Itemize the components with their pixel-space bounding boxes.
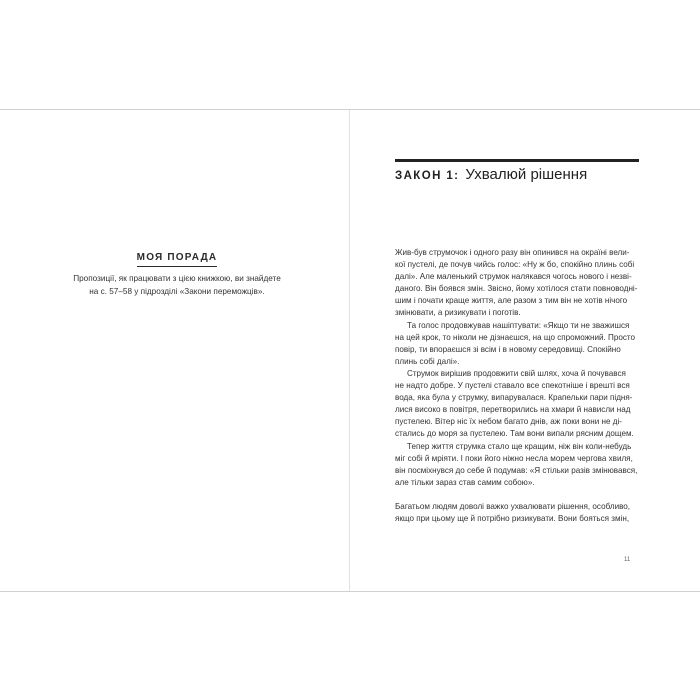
paragraph-gap [395,489,643,501]
text-line: шим і почати краще життя, але разом з тим він не хотів нічого [395,296,628,306]
text-line: стались до моря за пустелею. Там вони випали рясним дощем. [395,429,634,439]
heading-rule [395,159,639,162]
text-line: плинь собі далі». [395,356,460,366]
text-line: Та голос продовжував нашіптувати: «Якщо ти не зважишся [407,320,630,330]
text-line: Жив-був струмочок і одного разу він опинився на окраїні вели- [395,248,630,257]
text-line: кої пустелі, де почув чийсь голос: «Ну ж бо, спокійно плинь собі [395,260,635,270]
book-spread [0,109,700,592]
chapter-heading [395,166,587,183]
tip-box [66,247,288,298]
tip-line: Пропозиції, як працювати з цією книжкою, ви знайдете [73,274,281,283]
text-line: не надто добре. У пустелі ставало все спекотніше і врешті вся [395,381,630,391]
text-line: пустелею. Вітер ніс їх небом багато днів, аж поки вони не ді- [395,417,622,427]
page-number: 11 [624,557,631,563]
text-line: повір, ти впораєшся зі всім і в новому середовищі. Спокійно [395,344,621,354]
tip-title: МОЯ ПОРАДА [137,252,218,267]
text-line: міг собі й мріяти. І поки його ніжно несла морем чергова хвиля, [395,453,633,463]
text-line: Тепер життя струмка стало ще кращим, ніж він коли-небудь [407,441,632,451]
law-number: ЗАКОН 1: [395,170,460,182]
body-text [395,247,643,525]
text-line: але тільки зараз став самим собою». [395,477,535,487]
text-line: змінювати, а ризикувати і поготів. [395,308,521,318]
text-line: якщо при цьому ще й потрібно ризикувати. Вони бояться змін, [395,513,630,523]
text-line: Струмок вирішив продовжити свій шлях, хоча й почувався [407,368,626,378]
text-line: він посміхнувся до себе й подумав: «Я стільки разів змінювався, [395,465,638,475]
text-line: лися високо в повітря, перетворились на хмари й нависли над [395,405,631,415]
tip-text [66,273,288,298]
text-line: на цей крок, то ніколи не дізнаєшся, на що спроможний. Просто [395,332,636,342]
text-line: далі». Але маленький струмок налякався чогось нового і незві- [395,272,632,282]
tip-line: на с. 57–58 у підрозділі «Закони переможців». [89,286,265,296]
page-gutter [349,110,350,591]
text-line: Багатьом людям доволі важко ухвалювати рішення, особливо, [395,501,631,511]
law-title: Ухвалюй рішення [465,166,588,183]
text-line: вода, яка була у струмку, випарувалася. Крапельки пари підня- [395,393,633,403]
text-line: даного. Він боявся змін. Звісно, йому хотілося стати повноводні- [395,284,638,294]
